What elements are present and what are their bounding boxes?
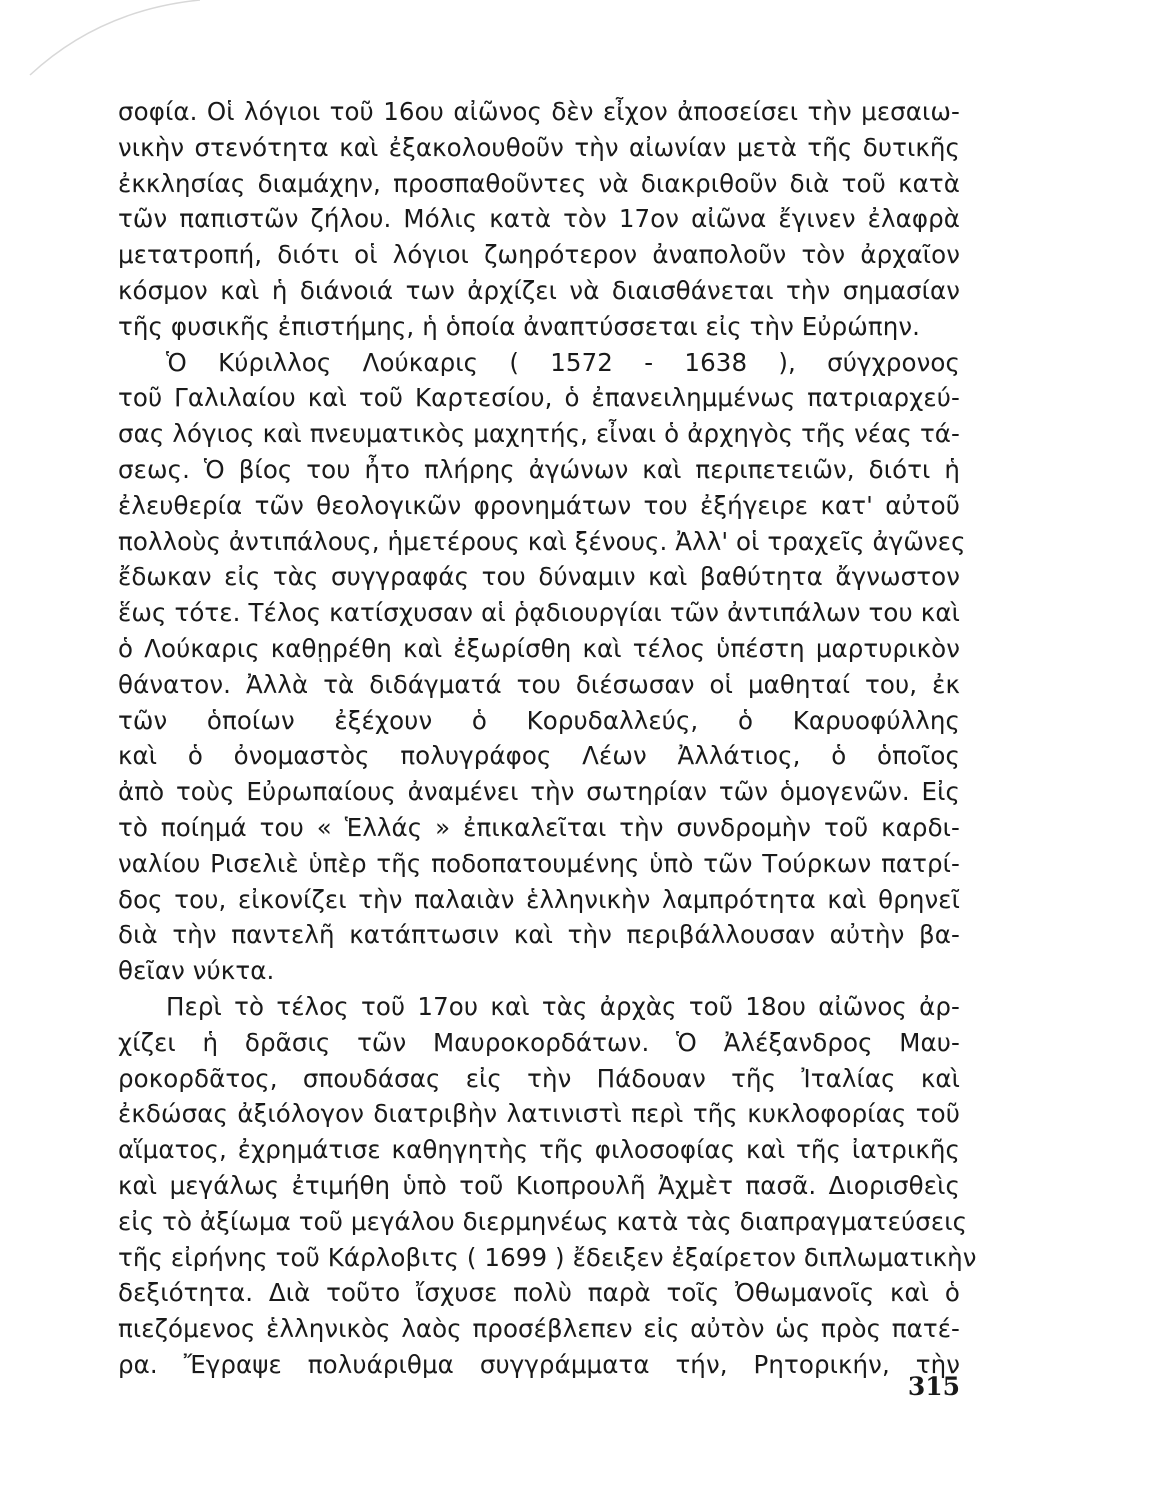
text-line: δεξιότητα. Διὰ τοῦτο ἴσχυσε πολὺ παρὰ τοῖς Ὀθωμανοῖς καὶ ὁ [118, 1278, 960, 1308]
text-line: αἵματος, ἐχρημάτισε καθηγητὴς τῆς φιλοσοφίας καὶ τῆς ἰατρικῆς [118, 1135, 960, 1165]
text-line: Ὁ Κύριλλος Λούκαρις ( 1572 - 1638 ), σύγχρονος [166, 347, 960, 377]
text-line: τὸ ποίημά του « Ἑλλάς » ἐπικαλεῖται τὴν συνδρομὴν τοῦ καρδι- [118, 812, 960, 842]
text-line: κόσμον καὶ ἡ διάνοιά των ἀρχίζει νὰ διαισθάνεται τὴν σημασίαν [118, 275, 960, 305]
text-line: νικὴν στενότητα καὶ ἐξακολουθοῦν τὴν αἰωνίαν μετὰ τῆς δυτικῆς [118, 132, 960, 162]
text-line: ἔδωκαν εἰς τὰς συγγραφάς του δύναμιν καὶ βαθύτητα ἄγνωστον [118, 562, 960, 592]
text-line: σοφία. Οἱ λόγιοι τοῦ 16ου αἰῶνος δὲν εἶχον ἀποσείσει τὴν μεσαιω- [118, 97, 960, 126]
text-line: Περὶ τὸ τέλος τοῦ 17ου καὶ τὰς ἀρχὰς τοῦ 18ου αἰῶνος ἀρ- [166, 991, 960, 1021]
text-line: διὰ τὴν παντελῆ κατάπτωσιν καὶ τὴν περιβάλλουσαν αὐτὴν βα- [118, 920, 960, 950]
text-line: ἀπὸ τοὺς Εὐρωπαίους ἀναμένει τὴν σωτηρίαν τῶν ὁμογενῶν. Εἰς [118, 777, 960, 807]
text-line: τῆς φυσικῆς ἐπιστήμης, ἡ ὁποία ἀναπτύσσεται εἰς τὴν Εὐρώπην. [118, 311, 921, 341]
text-line: ἕως τότε. Τέλος κατίσχυσαν αἱ ῥᾳδιουργίαι τῶν ἀντιπάλων του καὶ [118, 598, 960, 628]
text-line: θεῖαν νύκτα. [118, 956, 275, 986]
text-line: εἰς τὸ ἀξίωμα τοῦ μεγάλου διερμηνέως κατὰ τὰς διαπραγματεύσεις [118, 1206, 968, 1236]
text-line: χίζει ἡ δρᾶσις τῶν Μαυροκορδάτων. Ὁ Ἀλέξανδρος Μαυ- [118, 1027, 960, 1057]
text-line: τοῦ Γαλιλαίου καὶ τοῦ Καρτεσίου, ὁ ἐπανειλημμένως πατριαρχεύ- [118, 383, 960, 413]
text-line: ἐλευθερία τῶν θεολογικῶν φρονημάτων του ἐξήγειρε κατ' αὐτοῦ [118, 490, 960, 520]
text-line: σας λόγιος καὶ πνευματικὸς μαχητής, εἶναι ὁ ἀρχηγὸς τῆς νέας τά- [118, 419, 960, 449]
text-line: πολλοὺς ἀντιπάλους, ἡμετέρους καὶ ξένους. Ἀλλ' οἱ τραχεῖς ἀγῶνες [118, 526, 966, 556]
text-line: σεως. Ὁ βίος του ἦτο πλήρης ἀγώνων καὶ περιπετειῶν, διότι ἡ [118, 454, 960, 484]
text-line: καὶ μεγάλως ἐτιμήθη ὑπὸ τοῦ Κιοπρουλῆ Ἀχμὲτ πασᾶ. Διορισθεὶς [118, 1170, 960, 1200]
text-line: ναλίου Ρισελιὲ ὑπὲρ τῆς ποδοπατουμένης ὑπὸ τῶν Τούρκων πατρί- [118, 848, 960, 878]
text-line: τῆς εἰρήνης τοῦ Κάρλοβιτς ( 1699 ) ἔδειξεν ἐξαίρετον διπλωματικὴν [118, 1242, 977, 1272]
page-number: 315 [907, 1372, 960, 1401]
text-line: ἐκκλησίας διαμάχην, προσπαθοῦντες νὰ διακριθοῦν διὰ τοῦ κατὰ [118, 168, 960, 198]
text-line: ἐκδώσας ἀξιόλογον διατριβὴν λατινιστὶ περὶ τῆς κυκλοφορίας τοῦ [118, 1099, 960, 1129]
text-line: μετατροπή, διότι οἱ λόγιοι ζωηρότερον ἀναπολοῦν τὸν ἀρχαῖον [118, 240, 960, 270]
text-line: ροκορδᾶτος, σπουδάσας εἰς τὴν Πάδουαν τῆς Ἰταλίας καὶ [118, 1063, 960, 1093]
text-line: θάνατον. Ἀλλὰ τὰ διδάγματά του διέσωσαν οἱ μαθηταί του, ἐκ [118, 669, 960, 699]
page-corner-curve [0, 0, 200, 90]
text-line: καὶ ὁ ὀνομαστὸς πολυγράφος Λέων Ἀλλάτιος, ὁ ὁποῖος [118, 741, 960, 771]
text-line: δος του, εἰκονίζει τὴν παλαιὰν ἑλληνικὴν λαμπρότητα καὶ θρηνεῖ [118, 884, 960, 914]
text-line: ρα. Ἔγραψε πολυάριθμα συγγράμματα τήν, Ρητορικήν, τὴν [118, 1349, 960, 1379]
body-text [118, 94, 977, 1383]
text-line: τῶν ὁποίων ἐξέχουν ὁ Κορυδαλλεύς, ὁ Καρυοφύλλης [118, 705, 960, 735]
text-line: ὁ Λούκαρις καθῃρέθη καὶ ἐξωρίσθη καὶ τέλος ὑπέστη μαρτυρικὸν [118, 633, 960, 663]
text-line: πιεζόμενος ἑλληνικὸς λαὸς προσέβλεπεν εἰς αὐτὸν ὡς πρὸς πατέ- [118, 1314, 960, 1344]
text-line: τῶν παπιστῶν ζήλου. Μόλις κατὰ τὸν 17ον αἰῶνα ἔγινεν ἐλαφρὰ [118, 204, 960, 234]
